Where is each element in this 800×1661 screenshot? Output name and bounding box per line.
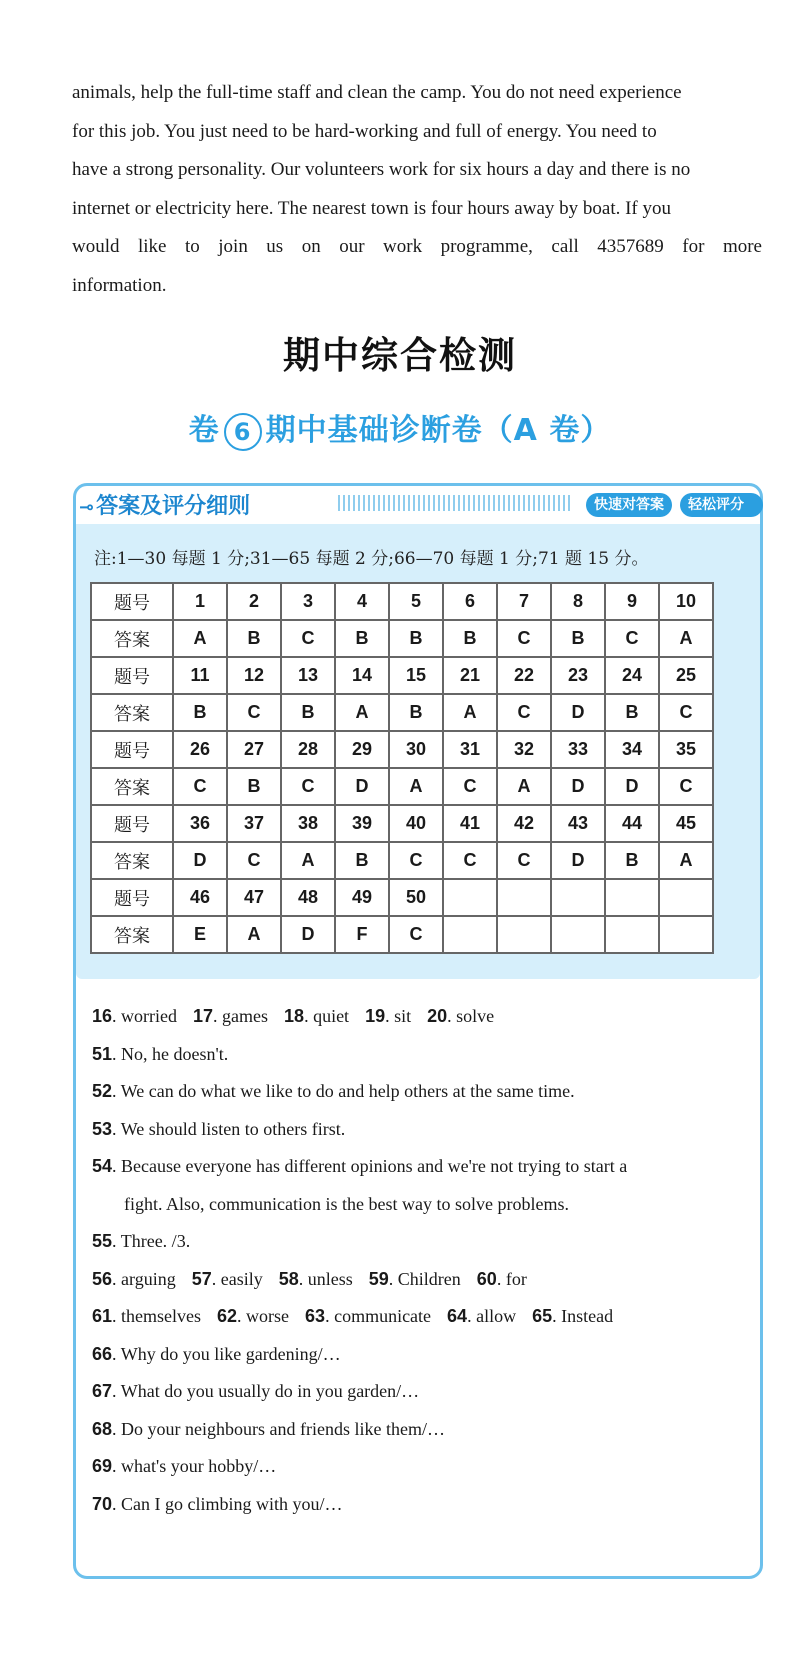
answer-number: 60 [476, 1268, 497, 1289]
page-title: 期中综合检测 [283, 334, 517, 377]
answer-cell: A [659, 620, 713, 657]
question-number-cell [497, 879, 551, 916]
question-number-cell: 32 [497, 731, 551, 768]
answer-number: 62 [217, 1306, 238, 1326]
answer-text: What do you usually do in you garden/… [120, 1381, 420, 1401]
panel-header [73, 483, 763, 527]
answer-number: 51 [92, 1043, 113, 1064]
question-number-cell: 50 [389, 879, 443, 916]
answer-key-zone [76, 524, 760, 979]
question-label-cell: 题号 [91, 879, 173, 916]
answer-separator: . [112, 1306, 122, 1326]
answer-line [92, 1111, 752, 1149]
answer-line [92, 1486, 752, 1524]
answer-number: 54 [92, 1156, 113, 1176]
question-label-cell: 题号 [91, 805, 173, 842]
answer-cell [551, 916, 605, 953]
question-number-cell: 27 [227, 731, 281, 768]
answer-separator: . [112, 1343, 121, 1364]
answer-cell: C [389, 842, 443, 879]
answer-text: worried [121, 1006, 178, 1026]
decorative-stripes [338, 495, 573, 511]
answer-cell: C [497, 620, 551, 657]
question-number-cell: 34 [605, 731, 659, 768]
answer-text: Children [397, 1268, 461, 1289]
answer-number: 56 [92, 1268, 113, 1289]
question-number-row [91, 731, 713, 768]
answer-cell: C [443, 842, 497, 879]
answer-cell: B [281, 694, 335, 731]
passage-line: information. [72, 274, 167, 296]
answer-text: We can do what we like to do and help others at the same time. [120, 1081, 575, 1101]
answer-cell: B [389, 694, 443, 731]
answer-text: fight. Also, communication is the best way to solve problems. [124, 1193, 569, 1214]
answer-row [91, 768, 713, 805]
question-number-cell: 47 [227, 879, 281, 916]
answer-number: 67 [92, 1381, 113, 1401]
answer-cell: C [659, 768, 713, 805]
answer-text: allow [476, 1306, 517, 1326]
passage-line: have a strong personality. Our volunteers work for six hours a day and there is no [72, 159, 691, 180]
question-number-cell: 2 [227, 583, 281, 620]
answer-separator: . [112, 1493, 122, 1514]
question-number-cell: 3 [281, 583, 335, 620]
answer-cell: A [443, 694, 497, 731]
question-number-row [91, 805, 713, 842]
answer-separator: . [385, 1006, 395, 1026]
answer-cell: B [389, 620, 443, 657]
answer-separator: . [112, 1043, 122, 1064]
answer-number: 59 [368, 1268, 389, 1289]
answer-row [91, 694, 713, 731]
answer-text: solve [456, 1006, 495, 1026]
question-label-cell: 题号 [91, 583, 173, 620]
answer-cell: B [227, 768, 281, 805]
question-number-cell: 48 [281, 879, 335, 916]
answer-number: 61 [92, 1306, 113, 1326]
written-answers [92, 998, 752, 1523]
answer-text: sit [394, 1006, 412, 1026]
answer-cell: B [605, 842, 659, 879]
answer-separator: . [237, 1306, 247, 1326]
answer-cell: C [227, 842, 281, 879]
answer-text: themselves [121, 1306, 202, 1326]
answer-cell: B [227, 620, 281, 657]
question-number-cell: 23 [551, 657, 605, 694]
question-number-cell: 30 [389, 731, 443, 768]
answer-text: games [222, 1006, 269, 1026]
answer-row [91, 916, 713, 953]
answer-cell: A [335, 694, 389, 731]
answer-text: No, he doesn't. [121, 1043, 229, 1064]
answer-separator: . [467, 1306, 477, 1326]
answer-separator: . [298, 1268, 308, 1289]
answer-text: communicate [334, 1306, 432, 1326]
answer-number: 17 [193, 1006, 214, 1026]
section-title-suffix: 期中基础诊断卷（A 卷） [265, 413, 612, 448]
answer-line [92, 1036, 752, 1074]
question-number-cell: 42 [497, 805, 551, 842]
question-number-cell: 10 [659, 583, 713, 620]
quick-answer-chip: 快速对答案 [586, 493, 672, 517]
answer-cell: B [335, 620, 389, 657]
answer-cell [497, 916, 551, 953]
answer-number: 57 [191, 1268, 212, 1289]
question-number-cell: 28 [281, 731, 335, 768]
answer-row [91, 842, 713, 879]
answer-number: 68 [92, 1418, 113, 1439]
answer-separator: . [447, 1006, 457, 1026]
question-number-row [91, 879, 713, 916]
question-number-cell: 24 [605, 657, 659, 694]
key-arrow-icon: ⊸ [79, 497, 95, 518]
answer-cell: B [335, 842, 389, 879]
answer-separator: . [112, 1456, 122, 1476]
question-number-cell: 14 [335, 657, 389, 694]
answer-number: 53 [92, 1118, 113, 1139]
answer-cell [659, 916, 713, 953]
panel-heading-text: 答案及评分细则 [96, 494, 251, 519]
question-number-cell: 44 [605, 805, 659, 842]
question-number-cell [605, 879, 659, 916]
answer-text: for [505, 1268, 527, 1289]
answer-cell: C [389, 916, 443, 953]
answer-line [92, 1261, 752, 1299]
question-number-cell: 9 [605, 583, 659, 620]
question-number-cell: 22 [497, 657, 551, 694]
answer-number: 18 [284, 1006, 305, 1026]
question-number-cell: 26 [173, 731, 227, 768]
section-title [0, 405, 800, 451]
answer-cell: D [551, 694, 605, 731]
answer-text: Do your neighbours and friends like them/… [121, 1418, 445, 1439]
passage-line: animals, help the full-time staff and clean the camp. You do not need experience [72, 82, 682, 103]
question-number-cell: 46 [173, 879, 227, 916]
answer-line [92, 1373, 752, 1411]
answer-cell: D [281, 916, 335, 953]
answer-number: 70 [92, 1493, 113, 1514]
answer-number: 16 [92, 1006, 113, 1026]
question-number-cell: 39 [335, 805, 389, 842]
question-number-row [91, 657, 713, 694]
question-label-cell: 题号 [91, 731, 173, 768]
question-number-cell: 35 [659, 731, 713, 768]
answer-line [92, 1073, 752, 1111]
answer-separator: . [112, 1081, 121, 1101]
question-number-cell [443, 879, 497, 916]
answer-row [91, 620, 713, 657]
answer-cell: C [497, 694, 551, 731]
answer-number: 55 [92, 1231, 113, 1251]
answer-text: Because everyone has different opinions and we're not trying to start a [121, 1156, 628, 1176]
question-number-cell: 25 [659, 657, 713, 694]
answer-number: 65 [532, 1306, 553, 1326]
answer-number: 19 [365, 1006, 386, 1026]
answer-separator: . [325, 1306, 335, 1326]
question-label-cell: 题号 [91, 657, 173, 694]
answer-cell: A [173, 620, 227, 657]
section-number-badge: 6 [224, 413, 262, 451]
question-number-cell: 11 [173, 657, 227, 694]
answer-cell: C [227, 694, 281, 731]
scoring-note: 注:1—30 每题 1 分;31—65 每题 2 分;66—70 每题 1 分;71 题 15 分。 [94, 549, 649, 569]
answer-cell: C [659, 694, 713, 731]
answer-cell: C [281, 620, 335, 657]
section-title-prefix: 卷 [188, 413, 220, 448]
answer-separator: . [112, 1418, 122, 1439]
answer-text: We should listen to others first. [120, 1118, 346, 1139]
answer-label-cell: 答案 [91, 620, 173, 657]
question-number-cell: 41 [443, 805, 497, 842]
question-number-cell: 4 [335, 583, 389, 620]
question-number-cell: 6 [443, 583, 497, 620]
answer-number: 69 [92, 1456, 113, 1476]
answer-line [92, 1336, 752, 1374]
answer-separator: . [112, 1381, 121, 1401]
answer-text: Instead [561, 1306, 614, 1326]
question-number-cell: 1 [173, 583, 227, 620]
answer-cell: B [605, 694, 659, 731]
question-number-cell: 40 [389, 805, 443, 842]
answer-cell: D [551, 768, 605, 805]
question-number-cell: 38 [281, 805, 335, 842]
answer-line [92, 1186, 752, 1224]
answer-panel [73, 483, 763, 1579]
answer-separator: . [112, 1268, 122, 1289]
answer-cell: A [281, 842, 335, 879]
question-number-cell: 21 [443, 657, 497, 694]
answer-line [92, 1448, 752, 1486]
question-number-cell: 31 [443, 731, 497, 768]
answer-cell: B [551, 620, 605, 657]
answer-number: 58 [278, 1268, 299, 1289]
question-number-cell: 7 [497, 583, 551, 620]
answer-cell: D [551, 842, 605, 879]
answer-line [92, 1223, 752, 1261]
answer-number: 20 [427, 1006, 448, 1026]
answer-separator: . [211, 1268, 221, 1289]
answer-cell: D [173, 842, 227, 879]
answer-cell: C [281, 768, 335, 805]
question-number-cell: 29 [335, 731, 389, 768]
easy-score-chip: 轻松评分 [680, 493, 763, 517]
question-number-cell [659, 879, 713, 916]
question-number-cell: 12 [227, 657, 281, 694]
answer-cell: C [497, 842, 551, 879]
question-number-cell: 13 [281, 657, 335, 694]
answer-cell [605, 916, 659, 953]
answer-cell: F [335, 916, 389, 953]
answer-separator: . [112, 1118, 121, 1139]
question-number-cell: 37 [227, 805, 281, 842]
answer-text: what's your hobby/… [121, 1456, 277, 1476]
question-number-cell: 43 [551, 805, 605, 842]
answer-label-cell: 答案 [91, 842, 173, 879]
answer-text: Why do you like gardening/… [120, 1343, 341, 1364]
question-number-cell: 33 [551, 731, 605, 768]
passage-line: for this job. You just need to be hard-working and full of energy. You need to [72, 120, 657, 142]
answer-text: Can I go climbing with you/… [121, 1493, 343, 1514]
answer-cell: D [335, 768, 389, 805]
answer-text: easily [220, 1268, 263, 1289]
answer-separator: . [112, 1006, 122, 1026]
answer-number: 66 [92, 1343, 113, 1364]
answer-cell: C [173, 768, 227, 805]
answer-label-cell: 答案 [91, 694, 173, 731]
answer-number: 63 [305, 1306, 326, 1326]
answer-text: unless [307, 1268, 353, 1289]
answer-separator: . [552, 1306, 562, 1326]
answer-text: worse [246, 1306, 290, 1326]
answer-text: arguing [121, 1268, 176, 1289]
answer-cell: D [605, 768, 659, 805]
answer-separator: . [388, 1268, 398, 1289]
answer-cell: A [659, 842, 713, 879]
question-number-cell: 45 [659, 805, 713, 842]
answer-text: quiet [313, 1006, 350, 1026]
question-number-cell [551, 879, 605, 916]
answer-line [92, 1148, 752, 1186]
answer-number: 52 [92, 1081, 113, 1101]
answer-cell: E [173, 916, 227, 953]
answer-separator: . [304, 1006, 314, 1026]
answer-cell: B [443, 620, 497, 657]
question-number-cell: 49 [335, 879, 389, 916]
answer-line [92, 1411, 752, 1449]
question-number-row [91, 583, 713, 620]
answer-label-cell: 答案 [91, 768, 173, 805]
question-number-cell: 5 [389, 583, 443, 620]
answer-cell: C [443, 768, 497, 805]
answer-line [92, 1298, 752, 1336]
passage-line: internet or electricity here. The nearest town is four hours away by boat. If you [72, 197, 672, 219]
passage-text [72, 74, 762, 305]
answer-cell: A [497, 768, 551, 805]
answer-cell: B [173, 694, 227, 731]
answer-separator: . [496, 1268, 506, 1289]
answer-cell: A [227, 916, 281, 953]
question-number-cell: 15 [389, 657, 443, 694]
question-number-cell: 8 [551, 583, 605, 620]
answer-separator: . [112, 1156, 122, 1176]
answer-cell [443, 916, 497, 953]
question-number-cell: 36 [173, 805, 227, 842]
answer-separator: . [213, 1006, 223, 1026]
answer-cell: A [389, 768, 443, 805]
answer-table [90, 582, 714, 954]
answer-line [92, 998, 752, 1036]
answer-label-cell: 答案 [91, 916, 173, 953]
answer-text: Three. /3. [120, 1231, 191, 1251]
answer-separator: . [112, 1231, 121, 1251]
answer-cell: C [605, 620, 659, 657]
answer-number: 64 [447, 1306, 468, 1326]
passage-line: would like to join us on our work programme, call 4357689 for more [72, 236, 762, 257]
panel-heading [79, 489, 250, 520]
